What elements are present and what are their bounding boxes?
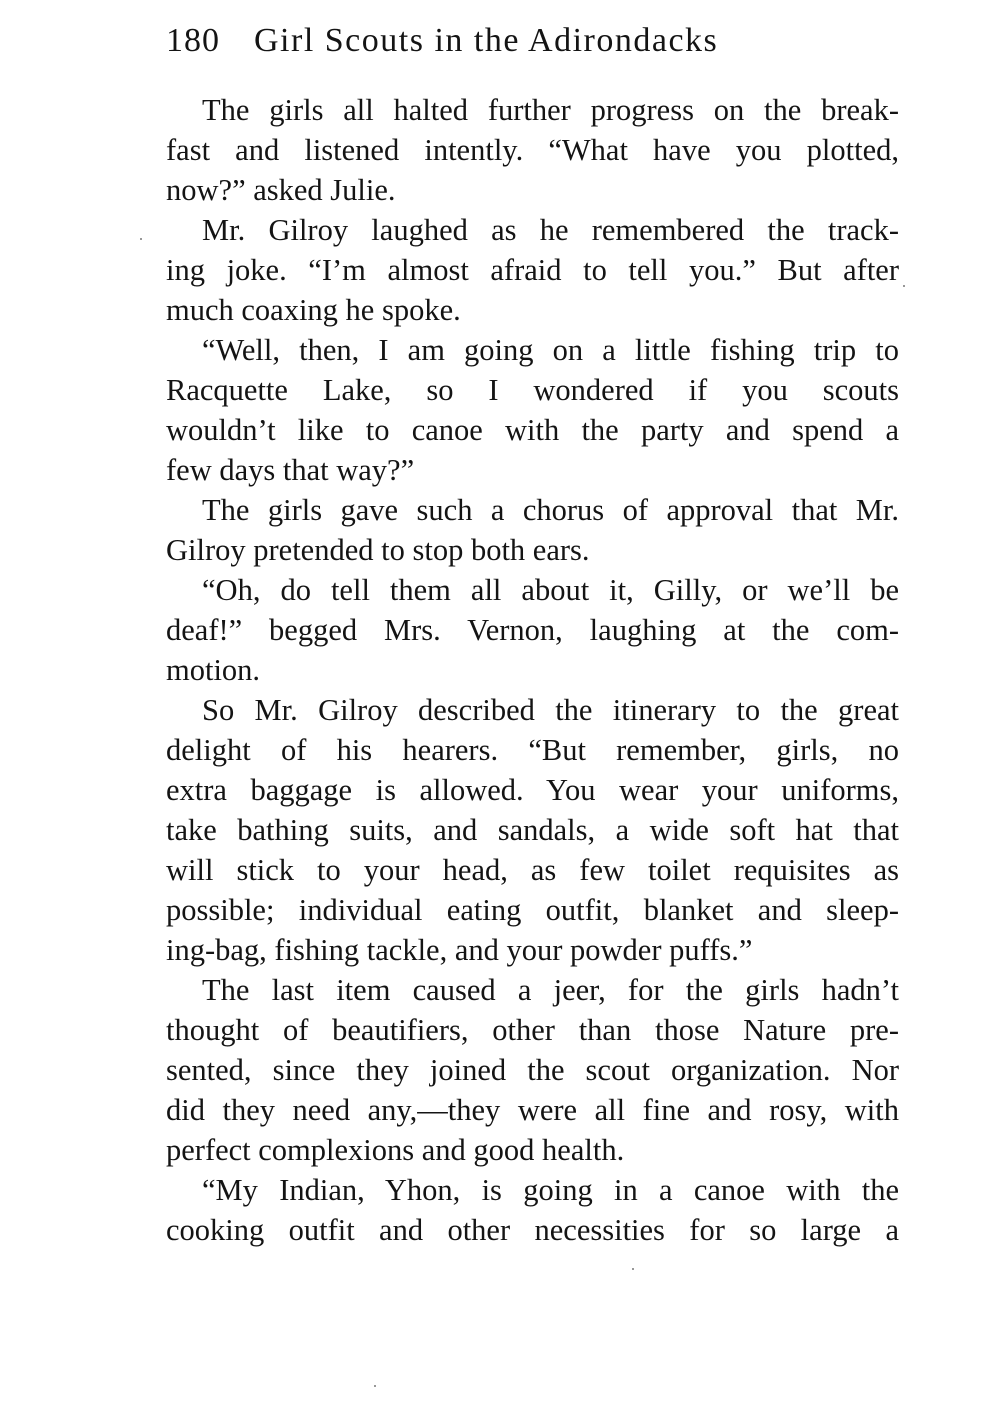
text-line: extra baggage is allowed. You wear your uniforms, <box>166 773 899 807</box>
text-line: “Well, then, I am going on a little fishing trip to <box>202 333 899 367</box>
text-line: “Oh, do tell them all about it, Gilly, or we’ll be <box>202 573 899 607</box>
scan-speck <box>140 238 142 240</box>
paragraph <box>166 970 899 1170</box>
text-line: thought of beautifiers, other than those Nature pre- <box>166 1013 899 1047</box>
text-line: So Mr. Gilroy described the itinerary to the great <box>202 693 899 727</box>
paragraph <box>166 690 899 970</box>
text-line: ing joke. “I’m almost afraid to tell you.” But after <box>166 253 899 287</box>
text-line: motion. <box>166 653 261 687</box>
text-line: few days that way?” <box>166 453 415 487</box>
text-line: take bathing suits, and sandals, a wide soft hat that <box>166 813 899 847</box>
text-line: cooking outfit and other necessities for so large a <box>166 1213 899 1247</box>
text-line: did they need any,—they were all fine and rosy, with <box>166 1093 899 1127</box>
text-line: delight of his hearers. “But remember, girls, no <box>166 733 899 767</box>
text-line: The last item caused a jeer, for the girls hadn’t <box>202 973 899 1007</box>
text-line: wouldn’t like to canoe with the party and spend a <box>166 413 899 447</box>
text-line: possible; individual eating outfit, blanket and sleep- <box>166 893 899 927</box>
text-line: deaf!” begged Mrs. Vernon, laughing at the com- <box>166 613 899 647</box>
paragraph <box>166 90 899 210</box>
page-number: 180 <box>166 22 220 59</box>
scan-speck <box>632 1268 634 1270</box>
paragraph <box>166 1170 899 1250</box>
text-line: ing-bag, fishing tackle, and your powder puffs.” <box>166 933 753 967</box>
text-line: now?” asked Julie. <box>166 173 396 207</box>
text-line: Gilroy pretended to stop both ears. <box>166 533 590 567</box>
text-line: “My Indian, Yhon, is going in a canoe with the <box>202 1173 899 1207</box>
text-line: The girls all halted further progress on the break- <box>202 93 899 127</box>
text-line: perfect complexions and good health. <box>166 1133 625 1167</box>
paragraph <box>166 490 899 570</box>
running-head <box>166 22 906 70</box>
paragraph <box>166 210 899 330</box>
body-text <box>166 90 899 1250</box>
text-line: much coaxing he spoke. <box>166 293 461 327</box>
scan-speck <box>374 1385 376 1387</box>
text-line: Racquette Lake, so I wondered if you scouts <box>166 373 899 407</box>
paragraph <box>166 570 899 690</box>
text-line: The girls gave such a chorus of approval that Mr. <box>202 493 899 527</box>
scan-speck <box>903 285 905 287</box>
book-title: Girl Scouts in the Adirondacks <box>254 22 719 59</box>
text-line: Mr. Gilroy laughed as he remembered the track- <box>202 213 899 247</box>
text-line: will stick to your head, as few toilet requisites as <box>166 853 899 887</box>
text-line: fast and listened intently. “What have you plotted, <box>166 133 899 167</box>
paragraph <box>166 330 899 490</box>
text-line: sented, since they joined the scout organization. Nor <box>166 1053 899 1087</box>
